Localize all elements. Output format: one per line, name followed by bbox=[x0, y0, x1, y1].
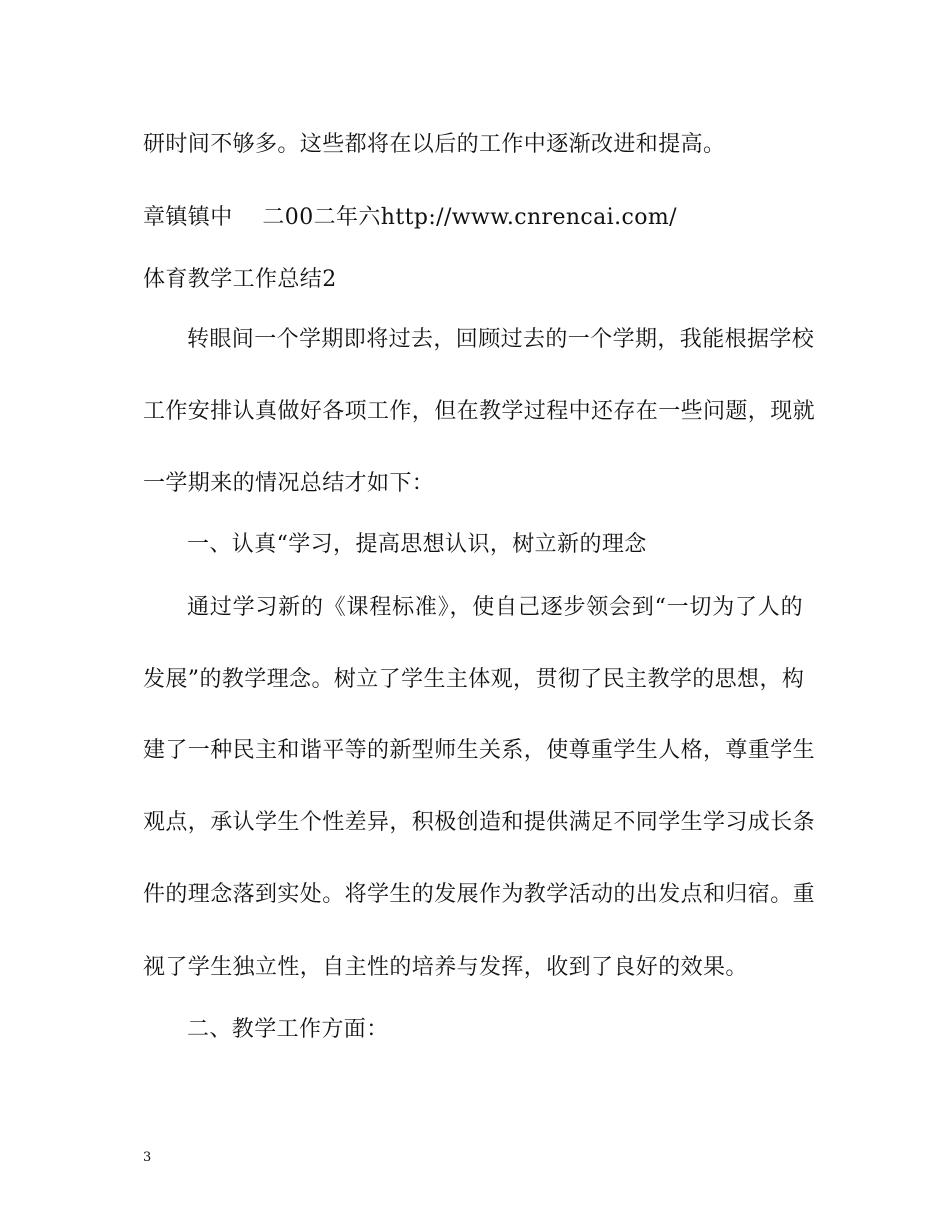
subheading-2: 二、教学工作方面： bbox=[187, 1017, 389, 1042]
paragraph-line: 通过学习新的《课程标准》，使自己逐步领会到“一切为了人的 bbox=[187, 595, 803, 620]
paragraph-line: 工作安排认真做好各项工作，但在教学过程中还存在一些问题，现就 bbox=[143, 399, 816, 424]
paragraph-line: 件的理念落到实处。将学生的发展作为教学活动的出发点和归宿。重 bbox=[143, 882, 816, 907]
subheading-1: 一、认真“学习，提高思想认识，树立新的理念 bbox=[187, 532, 647, 557]
paragraph-line: 转眼间一个学期即将过去，回顾过去的一个学期，我能根据学校 bbox=[187, 327, 815, 352]
paragraph-line: 视了学生独立性，自主性的培养与发挥，收到了良好的效果。 bbox=[143, 955, 748, 980]
section-title: 体育教学工作总结2 bbox=[143, 267, 337, 292]
paragraph-line: 观点，承认学生个性差异，积极创造和提供满足不同学生学习成长条 bbox=[143, 810, 816, 835]
page-number: 3 bbox=[143, 1150, 152, 1165]
paragraph-line: 发展”的教学理念。树立了学生主体观，贯彻了民主教学的思想，构 bbox=[143, 667, 805, 692]
paragraph-line: 研时间不够多。这些都将在以后的工作中逐渐改进和提高。 bbox=[143, 132, 726, 157]
paragraph-line: 一学期来的情况总结才如下： bbox=[143, 471, 435, 496]
author-date-line: 章镇镇中 二00二年六http://www.cnrencai.com/ bbox=[143, 205, 677, 230]
paragraph-line: 建了一种民主和谐平等的新型师生关系，使尊重学生人格，尊重学生 bbox=[143, 738, 816, 763]
